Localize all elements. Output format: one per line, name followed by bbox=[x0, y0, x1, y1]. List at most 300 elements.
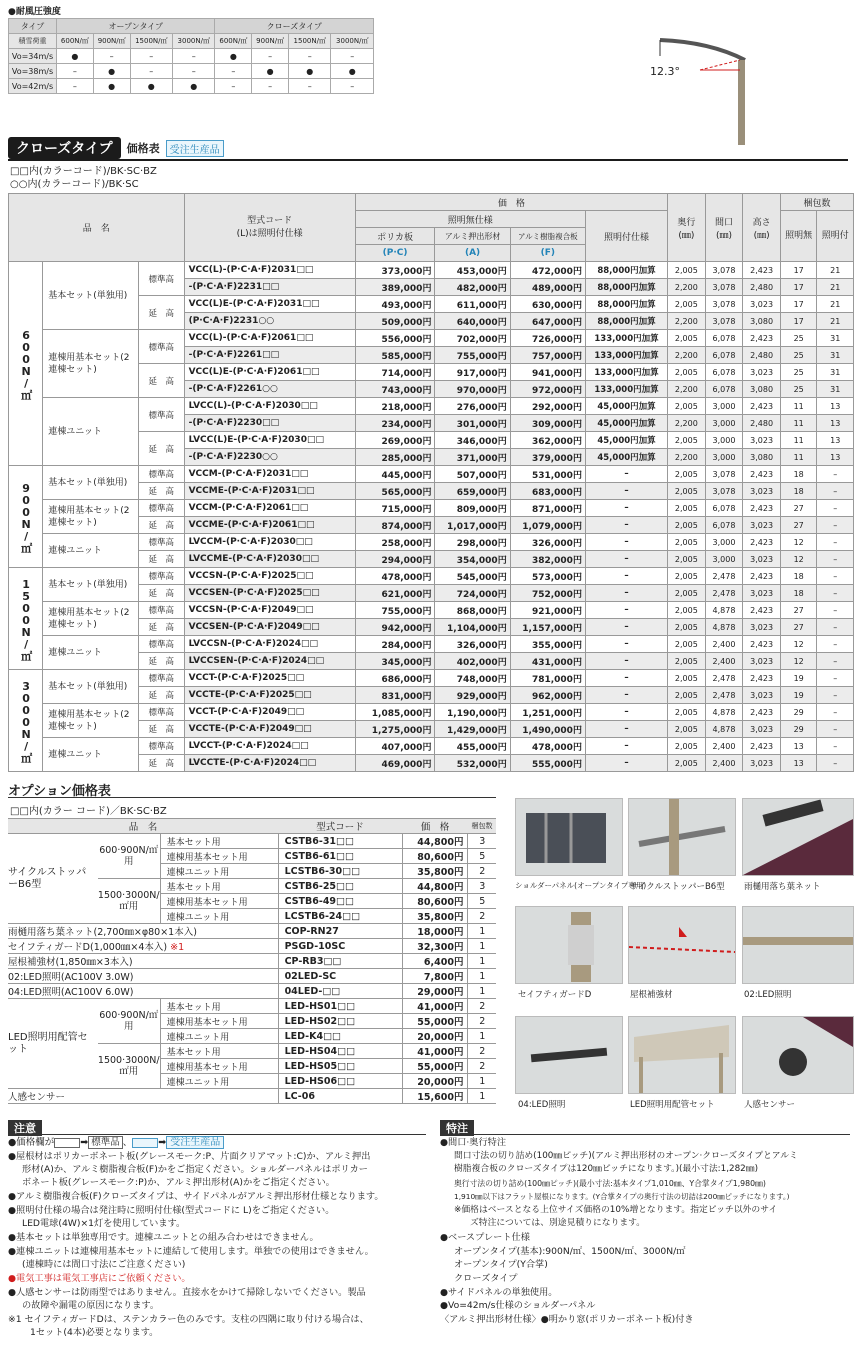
option-price: 20,000円 bbox=[402, 1074, 468, 1089]
caption: 人感センサー bbox=[744, 1100, 796, 1110]
load-size-label: 900N/㎡ bbox=[9, 466, 43, 568]
height-value: 2,423 bbox=[743, 568, 781, 585]
feature-line: ズ特注については、別途見積りになります。 bbox=[470, 1218, 646, 1228]
width-value: 3,078 bbox=[705, 279, 743, 296]
feature-line: クローズタイプ bbox=[454, 1273, 518, 1284]
height-value: 3,023 bbox=[743, 721, 781, 738]
roof-reinforcement-photo bbox=[628, 906, 736, 984]
pack-light: – bbox=[817, 483, 854, 500]
price-pc: 755,000円 bbox=[355, 602, 435, 619]
opt-header-code: 型式コード bbox=[278, 819, 402, 834]
price-f: 1,157,000円 bbox=[510, 619, 585, 636]
price-a: 371,000円 bbox=[435, 449, 510, 466]
price-row bbox=[9, 466, 854, 483]
price-pc: 509,000円 bbox=[355, 313, 435, 330]
height-value: 2,423 bbox=[743, 738, 781, 755]
standard-swatch bbox=[54, 1138, 80, 1148]
option-code: CSTB6-25□□ bbox=[278, 879, 402, 894]
price-a: 611,000円 bbox=[435, 296, 510, 313]
width-value: 2,400 bbox=[705, 636, 743, 653]
pack-light: – bbox=[817, 670, 854, 687]
load-header: 1500N/㎡ bbox=[289, 34, 331, 49]
option-code: 02LED-SC bbox=[278, 969, 402, 984]
header-name: 品 名 bbox=[9, 194, 185, 262]
height-kind-label: 標準高 bbox=[138, 636, 184, 653]
pack-light: 21 bbox=[817, 262, 854, 279]
option-qty: 2 bbox=[468, 1044, 496, 1059]
arrow: ➡ bbox=[80, 1137, 89, 1148]
note-text: 、 bbox=[122, 1137, 133, 1148]
wind-row bbox=[9, 64, 374, 79]
depth-value: 2,005 bbox=[668, 738, 706, 755]
price-a: 970,000円 bbox=[435, 381, 510, 398]
pack-no-light: 17 bbox=[780, 262, 816, 279]
width-value: 3,078 bbox=[705, 466, 743, 483]
price-pc: 269,000円 bbox=[355, 432, 435, 449]
model-code: VCCME-(P·C·A·F)2061□□ bbox=[184, 517, 355, 534]
option-sub-item: 連棟ユニット用 bbox=[160, 864, 278, 879]
caption: セイフティガードD bbox=[518, 990, 592, 1000]
option-sub-item: 連棟用基本セット用 bbox=[160, 894, 278, 909]
option-note-mark: ※1 bbox=[170, 942, 185, 953]
height-value: 3,023 bbox=[743, 296, 781, 313]
height-kind-label: 延 高 bbox=[138, 653, 184, 670]
pack-no-light: 12 bbox=[780, 551, 816, 568]
option-qty: 1 bbox=[468, 969, 496, 984]
feature-line: ●サイドパネルの単独使用。 bbox=[440, 1287, 558, 1298]
color-code-2: ○○内(カラーコード)/BK·SC bbox=[10, 179, 139, 190]
model-code: LVCCME-(P·C·A·F)2030□□ bbox=[184, 551, 355, 568]
height-kind-label: 標準高 bbox=[138, 738, 184, 755]
model-code: LVCCT-(P·C·A·F)2024□□ bbox=[184, 738, 355, 755]
light-surcharge: – bbox=[585, 619, 667, 636]
light-surcharge: – bbox=[585, 670, 667, 687]
width-value: 2,400 bbox=[705, 738, 743, 755]
pack-no-light: 11 bbox=[780, 449, 816, 466]
light-surcharge: – bbox=[585, 551, 667, 568]
pack-no-light: 25 bbox=[780, 330, 816, 347]
width-value: 2,400 bbox=[705, 653, 743, 670]
model-code: VCCSEN-(P·C·A·F)2025□□ bbox=[184, 585, 355, 602]
wind-cell: ● bbox=[215, 49, 252, 64]
depth-value: 2,200 bbox=[668, 415, 706, 432]
option-code: LED-HS05□□ bbox=[278, 1059, 402, 1074]
option-price: 7,800円 bbox=[402, 969, 468, 984]
option-qty: 1 bbox=[468, 1074, 496, 1089]
model-code: VCCM-(P·C·A·F)2061□□ bbox=[184, 500, 355, 517]
price-a: 507,000円 bbox=[435, 466, 510, 483]
width-value: 3,078 bbox=[705, 313, 743, 330]
option-qty: 1 bbox=[468, 1029, 496, 1044]
height-value: 3,023 bbox=[743, 432, 781, 449]
feature-line: 〈アルミ押出形材仕様〉●明かり窓(ポリカーボネート板)付き bbox=[440, 1314, 694, 1325]
option-row bbox=[8, 939, 496, 954]
price-pc: 831,000円 bbox=[355, 687, 435, 704]
option-name bbox=[8, 954, 278, 969]
wind-row bbox=[9, 49, 374, 64]
price-f: 781,000円 bbox=[510, 670, 585, 687]
light-surcharge: – bbox=[585, 738, 667, 755]
price-row bbox=[9, 602, 854, 619]
price-a: 453,000円 bbox=[435, 262, 510, 279]
option-code: 04LED-□□ bbox=[278, 984, 402, 999]
cycle-stopper-photo bbox=[628, 798, 736, 876]
model-code: -(P·C·A·F)2231□□ bbox=[184, 279, 355, 296]
pack-light: 13 bbox=[817, 432, 854, 449]
width-value: 6,078 bbox=[705, 517, 743, 534]
price-pc: 686,000円 bbox=[355, 670, 435, 687]
option-code: LED-HS01□□ bbox=[278, 999, 402, 1014]
height-value: 2,480 bbox=[743, 415, 781, 432]
model-code: VCC(L)-(P·C·A·F)2061□□ bbox=[184, 330, 355, 347]
height-kind-label: 標準高 bbox=[138, 602, 184, 619]
pack-light: – bbox=[817, 636, 854, 653]
light-surcharge: – bbox=[585, 483, 667, 500]
load-range: 600·900N/㎡用 bbox=[98, 834, 160, 879]
height-value: 2,423 bbox=[743, 534, 781, 551]
option-sub-item: 連棟ユニット用 bbox=[160, 1029, 278, 1044]
model-code: LVCC(L)E-(P·C·A·F)2030□□ bbox=[184, 432, 355, 449]
price-f: 921,000円 bbox=[510, 602, 585, 619]
option-price: 55,000円 bbox=[402, 1059, 468, 1074]
price-a: 1,190,000円 bbox=[435, 704, 510, 721]
wind-cell: ● bbox=[93, 79, 130, 94]
load-header: 900N/㎡ bbox=[252, 34, 289, 49]
load-header: 3000N/㎡ bbox=[331, 34, 374, 49]
price-pc: 556,000円 bbox=[355, 330, 435, 347]
price-f: 871,000円 bbox=[510, 500, 585, 517]
price-a: 326,000円 bbox=[435, 636, 510, 653]
header-pack: 梱包数 bbox=[780, 194, 853, 211]
price-a: 929,000円 bbox=[435, 687, 510, 704]
option-code: CSTB6-49□□ bbox=[278, 894, 402, 909]
pack-no-light: 25 bbox=[780, 364, 816, 381]
depth-value: 2,005 bbox=[668, 585, 706, 602]
width-value: 3,078 bbox=[705, 262, 743, 279]
depth-value: 2,005 bbox=[668, 721, 706, 738]
pack-no-light: 29 bbox=[780, 704, 816, 721]
model-code: VCCTE-(P·C·A·F)2049□□ bbox=[184, 721, 355, 738]
height-kind-label: 標準高 bbox=[138, 670, 184, 687]
price-pc: 478,000円 bbox=[355, 568, 435, 585]
width-value: 3,000 bbox=[705, 449, 743, 466]
light-surcharge: 88,000円加算 bbox=[585, 279, 667, 296]
price-a: 402,000円 bbox=[435, 653, 510, 670]
model-code: VCC(L)E-(P·C·A·F)2061□□ bbox=[184, 364, 355, 381]
option-price: 32,300円 bbox=[402, 939, 468, 954]
load-header: 900N/㎡ bbox=[93, 34, 130, 49]
depth-value: 2,005 bbox=[668, 432, 706, 449]
note-line: ●基本セットは単独専用です。連棟ユニットとの組み合わせはできません。 bbox=[8, 1232, 319, 1243]
pack-light: – bbox=[817, 602, 854, 619]
header-a: アルミ押出形材 bbox=[435, 228, 510, 245]
note-line: の故障や漏電の原因になります。 bbox=[22, 1300, 160, 1311]
price-f: 472,000円 bbox=[510, 262, 585, 279]
price-pc: 585,000円 bbox=[355, 347, 435, 364]
height-value: 3,080 bbox=[743, 449, 781, 466]
pack-light: 13 bbox=[817, 449, 854, 466]
option-row bbox=[8, 954, 496, 969]
depth-value: 2,005 bbox=[668, 636, 706, 653]
height-value: 2,423 bbox=[743, 262, 781, 279]
width-value: 3,000 bbox=[705, 432, 743, 449]
option-color-code: □□内(カラー コード)／BK·SC·BZ bbox=[10, 806, 167, 817]
pack-no-light: 12 bbox=[780, 653, 816, 670]
option-code: LED-K4□□ bbox=[278, 1029, 402, 1044]
pack-light: 21 bbox=[817, 279, 854, 296]
shoulder-panel-photo bbox=[515, 798, 623, 876]
pack-no-light: 25 bbox=[780, 347, 816, 364]
depth-value: 2,005 bbox=[668, 466, 706, 483]
wind-cell: ● bbox=[289, 64, 331, 79]
depth-value: 2,005 bbox=[668, 534, 706, 551]
option-name-text: 02:LED照明(AC100V 3.0W) bbox=[8, 972, 134, 983]
opt-header-name: 品 名 bbox=[8, 819, 278, 834]
caption: 屋根補強材 bbox=[630, 990, 673, 1000]
model-code: -(P·C·A·F)2261○○ bbox=[184, 381, 355, 398]
price-f: 326,000円 bbox=[510, 534, 585, 551]
price-f: 1,251,000円 bbox=[510, 704, 585, 721]
price-a: 301,000円 bbox=[435, 415, 510, 432]
wind-cell: ● bbox=[252, 64, 289, 79]
price-pc: 407,000円 bbox=[355, 738, 435, 755]
price-a: 748,000円 bbox=[435, 670, 510, 687]
width-value: 3,000 bbox=[705, 398, 743, 415]
price-a: 1,104,000円 bbox=[435, 619, 510, 636]
price-row bbox=[9, 704, 854, 721]
header-height: 高さ bbox=[752, 217, 771, 228]
pack-light: 21 bbox=[817, 296, 854, 313]
price-a: 1,017,000円 bbox=[435, 517, 510, 534]
option-sub-item: 基本セット用 bbox=[160, 834, 278, 849]
model-code: LVCC(L)-(P·C·A·F)2030□□ bbox=[184, 398, 355, 415]
model-code: LVCCTE-(P·C·A·F)2024□□ bbox=[184, 755, 355, 772]
height-value: 3,080 bbox=[743, 381, 781, 398]
pack-light: – bbox=[817, 653, 854, 670]
wind-cell: – bbox=[289, 79, 331, 94]
feature-line: 間口寸法の切り詰め(100㎜ピッチ)(アルミ押出形材のオープン·クローズタイプとアルミ bbox=[454, 1151, 798, 1161]
price-pc: 469,000円 bbox=[355, 755, 435, 772]
height-value: 3,023 bbox=[743, 364, 781, 381]
height-kind-label: 標準高 bbox=[138, 568, 184, 585]
model-code: -(P·C·A·F)2261□□ bbox=[184, 347, 355, 364]
price-f: 757,000円 bbox=[510, 347, 585, 364]
depth-value: 2,005 bbox=[668, 704, 706, 721]
option-price: 44,800円 bbox=[402, 879, 468, 894]
height-value: 2,423 bbox=[743, 704, 781, 721]
height-value: 2,423 bbox=[743, 330, 781, 347]
depth-value: 2,005 bbox=[668, 398, 706, 415]
option-price: 18,000円 bbox=[402, 924, 468, 939]
opt-header-qty: 梱包数 bbox=[468, 819, 496, 834]
product-group-label: 基本セット(単独用) bbox=[43, 262, 139, 330]
price-f: 431,000円 bbox=[510, 653, 585, 670]
height-kind-label: 延 高 bbox=[138, 755, 184, 772]
pack-no-light: 25 bbox=[780, 381, 816, 398]
depth-value: 2,005 bbox=[668, 602, 706, 619]
depth-value: 2,005 bbox=[668, 619, 706, 636]
caption: ショルダーパネル(オープンタイプ専用) bbox=[515, 881, 647, 890]
pack-no-light: 11 bbox=[780, 415, 816, 432]
feature-line: ●ベースプレート仕様 bbox=[440, 1232, 530, 1243]
note-line: LED電球(4W)×1灯を使用しています。 bbox=[22, 1218, 186, 1229]
height-value: 3,023 bbox=[743, 653, 781, 670]
option-price: 15,600円 bbox=[402, 1089, 468, 1104]
product-group-label: 連棟ユニット bbox=[43, 738, 139, 772]
option-name-text: 04:LED照明(AC100V 6.0W) bbox=[8, 987, 134, 998]
width-value: 6,078 bbox=[705, 364, 743, 381]
price-a: 755,000円 bbox=[435, 347, 510, 364]
depth-value: 2,005 bbox=[668, 653, 706, 670]
header-code-note: (L)は照明付仕様 bbox=[236, 228, 303, 239]
wind-cell: – bbox=[215, 79, 252, 94]
depth-value: 2,005 bbox=[668, 551, 706, 568]
height-kind-label: 標準高 bbox=[138, 398, 184, 432]
pack-light: – bbox=[817, 738, 854, 755]
depth-value: 2,005 bbox=[668, 330, 706, 347]
wind-speed-label: Vo=34m/s bbox=[9, 49, 57, 64]
height-kind-label: 標準高 bbox=[138, 534, 184, 551]
option-code: LCSTB6-24□□ bbox=[278, 909, 402, 924]
wind-row bbox=[9, 79, 374, 94]
open-type-header: オープンタイプ bbox=[57, 19, 215, 34]
load-range: 600·900N/㎡用 bbox=[98, 999, 160, 1044]
header-f: アルミ樹脂複合板 bbox=[510, 228, 585, 245]
wind-cell: ● bbox=[173, 79, 215, 94]
model-code: VCCT-(P·C·A·F)2025□□ bbox=[184, 670, 355, 687]
option-row bbox=[8, 1089, 496, 1104]
model-code: LVCCSN-(P·C·A·F)2024□□ bbox=[184, 636, 355, 653]
feature-line: ●Vo=42m/s仕様のショルダーパネル bbox=[440, 1300, 596, 1311]
price-a: 1,429,000円 bbox=[435, 721, 510, 738]
header-price: 価 格 bbox=[355, 194, 667, 211]
option-row bbox=[8, 969, 496, 984]
price-row bbox=[9, 738, 854, 755]
load-header: 600N/㎡ bbox=[57, 34, 94, 49]
caption: 雨樋用落ち葉ネット bbox=[744, 882, 821, 892]
option-code: LCSTB6-30□□ bbox=[278, 864, 402, 879]
wind-cell: – bbox=[93, 49, 130, 64]
price-row bbox=[9, 398, 854, 415]
note-text: ●価格欄が bbox=[8, 1137, 55, 1148]
option-qty: 2 bbox=[468, 909, 496, 924]
option-name bbox=[8, 924, 278, 939]
width-value: 6,078 bbox=[705, 500, 743, 517]
pack-no-light: 11 bbox=[780, 432, 816, 449]
pack-no-light: 18 bbox=[780, 568, 816, 585]
load-size-label: 600N/㎡ bbox=[9, 262, 43, 466]
width-value: 2,478 bbox=[705, 568, 743, 585]
pack-light: – bbox=[817, 755, 854, 772]
price-a: 545,000円 bbox=[435, 568, 510, 585]
custom-order-title: 特注 bbox=[440, 1120, 474, 1136]
price-f: 489,000円 bbox=[510, 279, 585, 296]
product-group-label: 連棟ユニット bbox=[43, 398, 139, 466]
height-value: 2,480 bbox=[743, 347, 781, 364]
light-surcharge: – bbox=[585, 687, 667, 704]
wind-resistance-table bbox=[8, 18, 374, 94]
option-code: LED-HS06□□ bbox=[278, 1074, 402, 1089]
option-qty: 2 bbox=[468, 864, 496, 879]
height-value: 2,423 bbox=[743, 500, 781, 517]
header-code: 型式コード bbox=[247, 215, 293, 226]
option-name bbox=[8, 969, 278, 984]
header-f-code: (F) bbox=[510, 245, 585, 262]
height-kind-label: 標準高 bbox=[138, 330, 184, 364]
led-04-photo bbox=[515, 1016, 623, 1094]
feature-line: ●間口·奥行特注 bbox=[440, 1137, 507, 1148]
close-type-header: クローズタイプ bbox=[215, 19, 374, 34]
option-name bbox=[8, 939, 278, 954]
depth-value: 2,005 bbox=[668, 262, 706, 279]
product-group-label: 連棟ユニット bbox=[43, 636, 139, 670]
wind-cell: – bbox=[173, 49, 215, 64]
wind-cell: – bbox=[331, 79, 374, 94]
option-qty: 1 bbox=[468, 924, 496, 939]
model-code: VCCT-(P·C·A·F)2049□□ bbox=[184, 704, 355, 721]
height-kind-label: 延 高 bbox=[138, 687, 184, 704]
option-price-table bbox=[8, 818, 496, 1104]
light-surcharge: – bbox=[585, 585, 667, 602]
width-value: 4,878 bbox=[705, 619, 743, 636]
led-pipe-photo bbox=[628, 1016, 736, 1094]
depth-value: 2,005 bbox=[668, 755, 706, 772]
pack-no-light: 27 bbox=[780, 602, 816, 619]
price-pc: 389,000円 bbox=[355, 279, 435, 296]
note-line: ボネート板(グレースモーク:P)か、アルミ押出形材(A)かをご指定ください。 bbox=[22, 1177, 335, 1188]
product-group-label: 連棟用基本セット(2連棟セット) bbox=[43, 500, 139, 534]
height-value: 3,023 bbox=[743, 551, 781, 568]
note-line: (連棟時には間口寸法にご注意ください) bbox=[22, 1259, 186, 1270]
depth-value: 2,005 bbox=[668, 296, 706, 313]
wind-cell: ● bbox=[331, 64, 374, 79]
light-surcharge: 133,000円加算 bbox=[585, 330, 667, 347]
width-value: 2,478 bbox=[705, 687, 743, 704]
option-code: COP-RN27 bbox=[278, 924, 402, 939]
option-qty: 5 bbox=[468, 894, 496, 909]
header-a-code: (A) bbox=[435, 245, 510, 262]
caption: LED照明用配管セット bbox=[630, 1100, 715, 1110]
price-a: 702,000円 bbox=[435, 330, 510, 347]
price-pc: 743,000円 bbox=[355, 381, 435, 398]
note-line: 形材(A)か、アルミ樹脂複合板(F)かをご指定ください。ショルダーパネルはポリカー bbox=[22, 1164, 368, 1175]
load-size-label: 1500N/㎡ bbox=[9, 568, 43, 670]
header-no-light: 照明無仕様 bbox=[355, 211, 585, 228]
price-f: 1,079,000円 bbox=[510, 517, 585, 534]
load-size-label: 3000N/㎡ bbox=[9, 670, 43, 772]
feature-line: 樹脂複合板のクローズタイプは120㎜ピッチになります。)(最小寸法:1,282㎜) bbox=[454, 1164, 759, 1174]
height-value: 3,023 bbox=[743, 517, 781, 534]
light-surcharge: – bbox=[585, 721, 667, 738]
width-value: 2,478 bbox=[705, 670, 743, 687]
notes-title: 注意 bbox=[8, 1120, 42, 1136]
height-value: 2,423 bbox=[743, 602, 781, 619]
pack-no-light: 29 bbox=[780, 721, 816, 738]
option-sub-item: 連棟用基本セット用 bbox=[160, 1059, 278, 1074]
model-code: VCCM-(P·C·A·F)2031□□ bbox=[184, 466, 355, 483]
option-price: 44,800円 bbox=[402, 834, 468, 849]
pack-light: – bbox=[817, 534, 854, 551]
option-name bbox=[8, 984, 278, 999]
header-light: 照明付仕様 bbox=[585, 211, 667, 262]
wind-cell: – bbox=[289, 49, 331, 64]
height-value: 3,023 bbox=[743, 687, 781, 704]
height-value: 3,023 bbox=[743, 755, 781, 772]
price-a: 276,000円 bbox=[435, 398, 510, 415]
light-surcharge: – bbox=[585, 704, 667, 721]
price-pc: 874,000円 bbox=[355, 517, 435, 534]
option-sub-item: 基本セット用 bbox=[160, 999, 278, 1014]
